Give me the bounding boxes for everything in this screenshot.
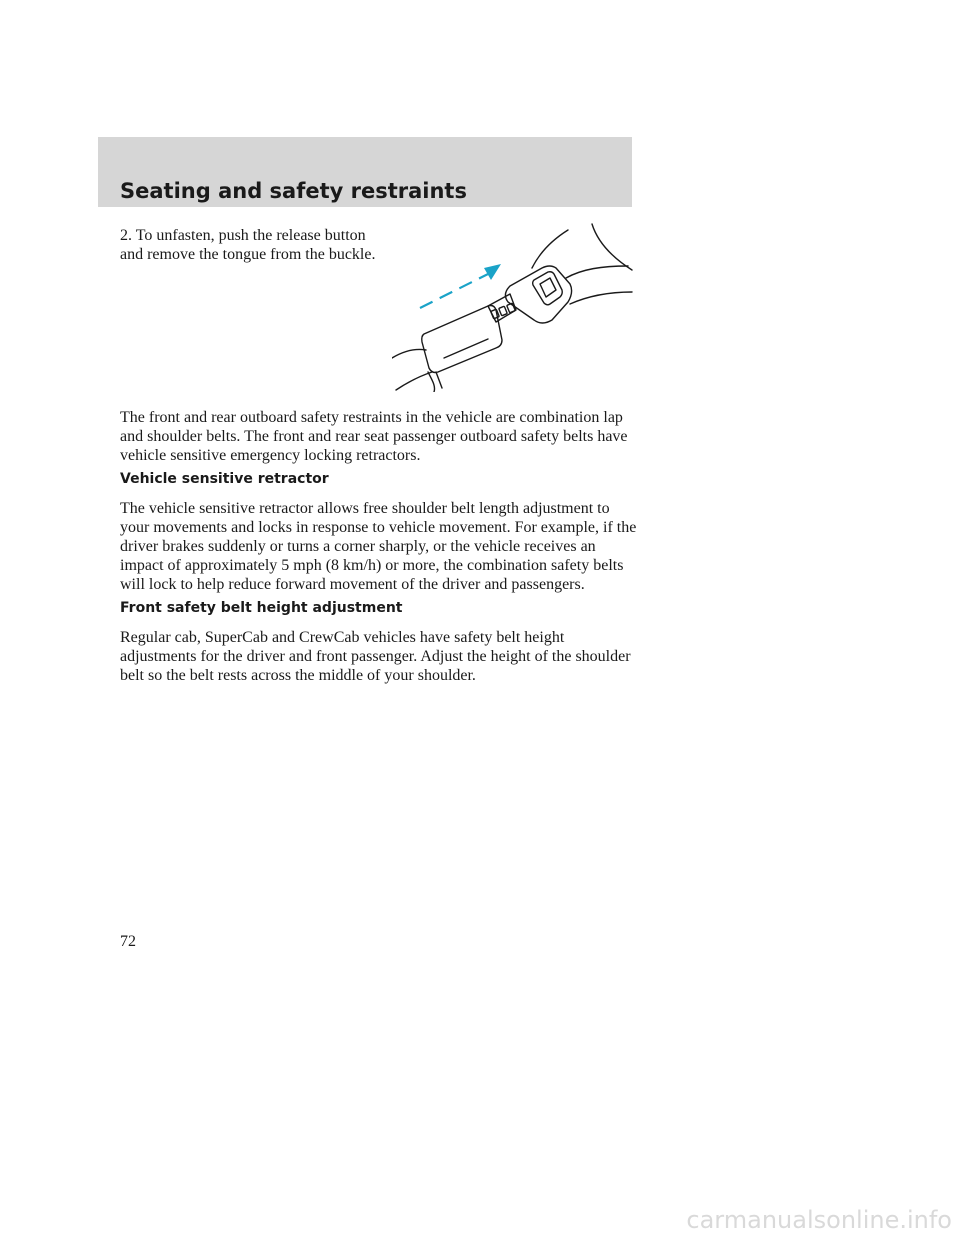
pull-direction-dashed-line [420, 272, 492, 308]
section-title: Seating and safety restraints [120, 179, 467, 203]
hand-outline-lower [396, 372, 432, 390]
unfasten-step-text: 2. To unfasten, push the release button and remove the tongue from the buckle. [120, 227, 376, 263]
belt-webbing-upper-edge [566, 266, 628, 278]
page-number: 72 [120, 933, 136, 950]
release-button-icon [533, 272, 563, 305]
seat-belt-buckle-release-illustration [392, 222, 634, 392]
latch-tongue [422, 306, 502, 373]
belt-webbing-strap-left [532, 230, 568, 268]
belt-webbing-lower-edge [570, 292, 632, 304]
heading-front-belt-height-adjustment: Front safety belt height adjustment [120, 600, 403, 616]
section-header-band [98, 137, 632, 207]
pull-direction-arrowhead-icon [484, 264, 501, 280]
buckle-neck [488, 294, 516, 322]
watermark-url: carmanualsonline.info [686, 1206, 952, 1234]
retractor-paragraph: The vehicle sensitive retractor allows free shoulder belt length adjustment to your movements and locks in response to vehicle movement. For example, if the driver brakes suddenly or turns a corner sharply, or the vehicle receives an impact of approximately 5 mph (8 km/h) or more, the combination safety belts will lock to help reduce forward movement of the driver and passengers. [120, 500, 637, 593]
hand-outline-upper [392, 349, 426, 358]
height-adjustment-paragraph: Regular cab, SuperCab and CrewCab vehicles have safety belt height adjustments for the driver and front passenger. Adjust the height of the shoulder belt so the belt rests across the middle of your shoulder. [120, 629, 631, 684]
heading-vehicle-sensitive-retractor: Vehicle sensitive retractor [120, 471, 329, 487]
outboard-restraints-paragraph: The front and rear outboard safety restraints in the vehicle are combination lap and shoulder belts. The front and rear seat passenger outboard safety belts have vehicle sensitive emergency locking retractors. [120, 409, 628, 464]
belt-webbing-strap-right [592, 224, 632, 270]
